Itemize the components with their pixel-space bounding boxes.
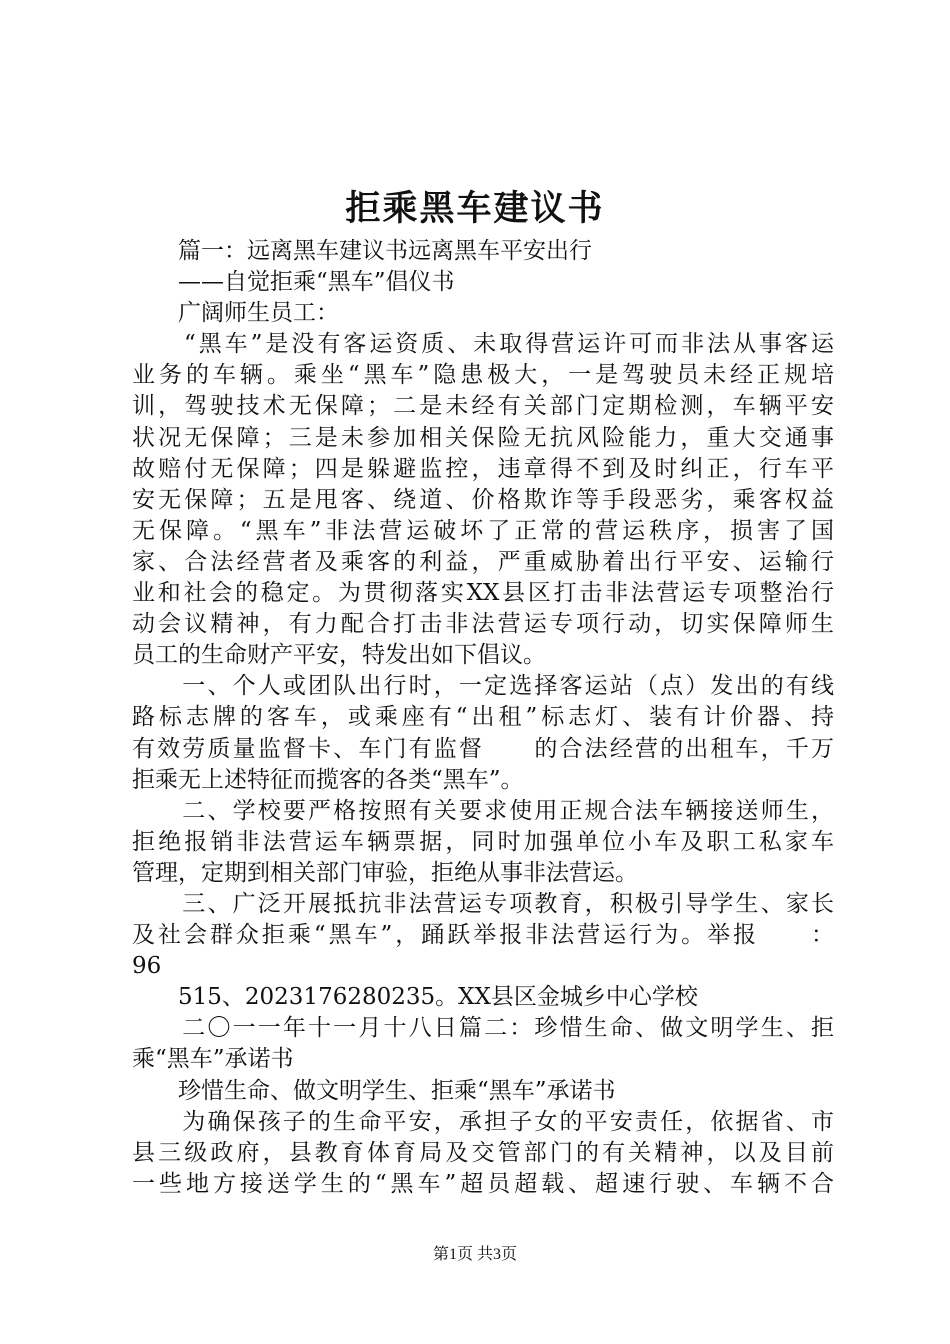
body-line: 状况无保障；三是未参加相关保险无抗风险能力，重大交通事: [132, 424, 834, 451]
body-line: 无保障。“黑车”非法营运破坏了正常的营运秩序，损害了国: [132, 517, 834, 544]
body-line: 家、合法经营者及乘客的利益，严重威胁着出行平安、运输行: [132, 548, 834, 575]
document-title: 拒乘黑车建议书: [345, 188, 605, 229]
body-line: 二、学校要严格按照有关要求使用正规合法车辆接送师生，: [132, 797, 834, 824]
body-line: 为确保孩子的生命平安，承担子女的平安责任，依据省、市: [132, 1108, 834, 1135]
body-line: ——自觉拒乘“黑车”倡仪书: [132, 269, 455, 296]
body-line: “黑车”是没有客运资质、未取得营运许可而非法从事客运: [132, 331, 834, 358]
document-body: [132, 236, 834, 1200]
body-line: 管理，定期到相关部门审验，拒绝从事非法营运。: [132, 859, 638, 886]
body-line: 珍惜生命、做文明学生、拒乘“黑车”承诺书: [132, 1077, 616, 1104]
body-line: 故赔付无保障；四是躲避监控，违章得不到及时纠正，行车平: [132, 455, 834, 482]
body-line: 三、广泛开展抵抗非法营运专项教育，积极引导学生、家长: [132, 890, 834, 917]
body-line: 一些地方接送学生的“黑车”超员超载、超速行驶、车辆不合: [132, 1170, 834, 1197]
body-line: 员工的生命财产平安，特发出如下倡议。: [132, 642, 546, 669]
body-line: 拒绝报销非法营运车辆票据，同时加强单位小车及职工私家车: [132, 828, 834, 855]
body-line: 业务的车辆。乘坐“黑车”隐患极大，一是驾驶员未经正规培: [132, 362, 834, 389]
body-line: 篇一：远离黑车建议书远离黑车平安出行: [132, 238, 592, 264]
body-line: 县三级政府，县教育体育局及交管部门的有关精神，以及目前: [132, 1139, 834, 1166]
body-line: 业和社会的稳定。为贯彻落实XX县区打击非法营运专项整治行: [132, 580, 834, 607]
body-line: 训，驾驶技术无保障；二是未经有关部门定期检测，车辆平安: [132, 393, 834, 420]
body-line: 动会议精神，有力配合打击非法营运专项行动，切实保障师生: [132, 611, 834, 638]
body-line: 有效劳质量监督卡、车门有监督 的合法经营的出租车，千万: [132, 735, 834, 762]
body-line: 96: [132, 953, 162, 980]
body-line: 一、个人或团队出行时，一定选择客运站（点）发出的有线: [132, 673, 834, 700]
body-line: 515、2023176280235。XX县区金城乡中心学校: [132, 984, 698, 1011]
body-line: 安无保障；五是甩客、绕道、价格欺诈等手段恶劣，乘客权益: [132, 486, 834, 513]
page-number: 第1页 共3页: [432, 1246, 517, 1263]
body-line: 乘“黑车”承诺书: [132, 1046, 294, 1073]
body-line: 路标志牌的客车，或乘座有“出租”标志灯、装有计价器、持: [132, 704, 834, 731]
body-line: 二〇一一年十一月十八日篇二：珍惜生命、做文明学生、拒: [132, 1015, 834, 1042]
body-line: 广阔师生员工：: [132, 300, 339, 327]
body-line: 及社会群众拒乘“黑车”，踊跃举报非法营运行为。举报 ：: [132, 922, 834, 949]
body-line: 拒乘无上述特征而揽客的各类“黑车”。: [132, 766, 524, 793]
